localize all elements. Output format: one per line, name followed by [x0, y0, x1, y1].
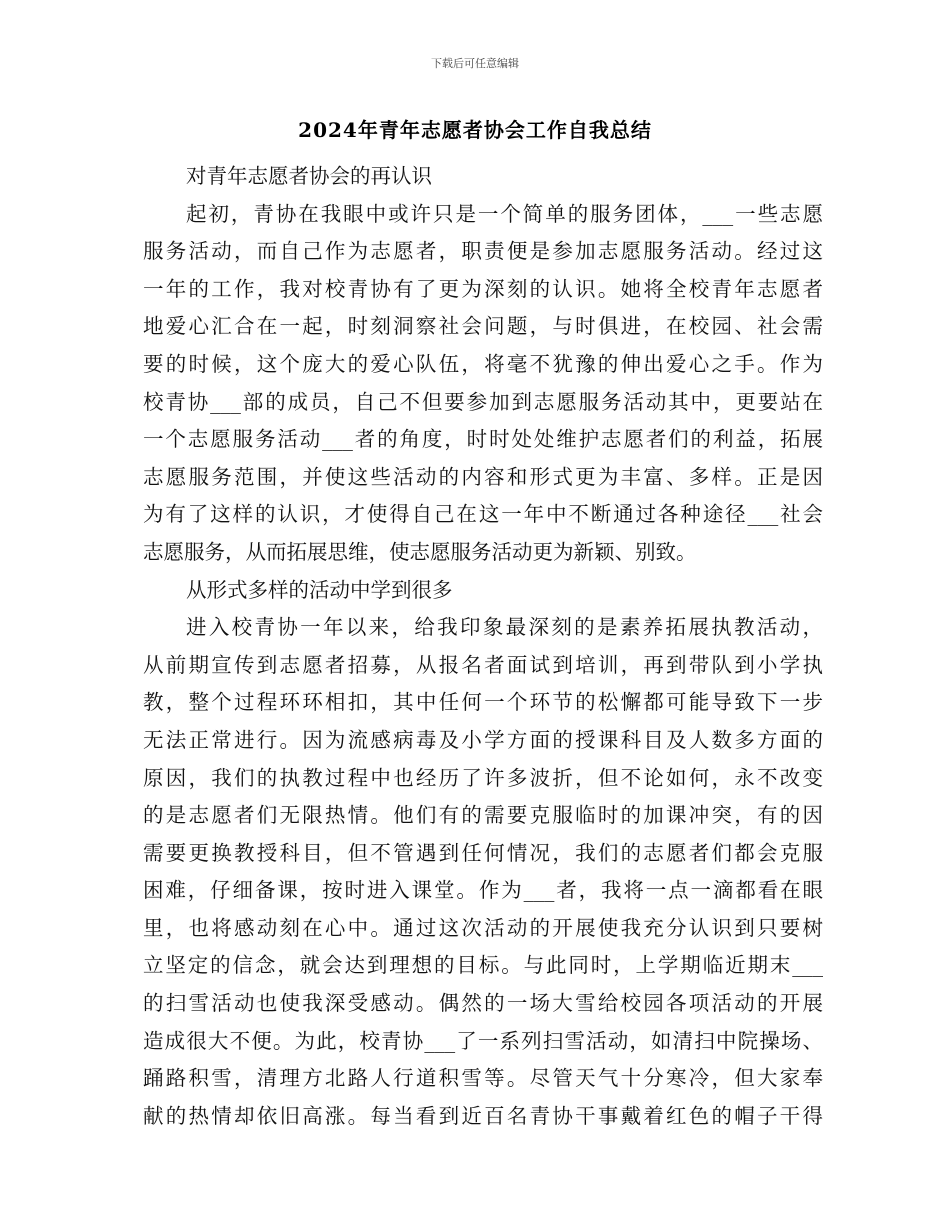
paragraph-line: 起初，青协在我眼中或许只是一个简单的服务团体，___一些志愿: [186, 201, 823, 226]
paragraph-line: 立坚定的信念，就会达到理想的目标。与此同时，上学期临近期末___: [143, 953, 823, 978]
paragraph-line: 需要更换教授科目，但不管遇到任何情况，我们的志愿者们都会克服: [143, 840, 823, 865]
paragraph-line: 要的时候，这个庞大的爱心队伍，将毫不犹豫的伸出爱心之手。作为: [143, 351, 823, 376]
paragraph-line: 从前期宣传到志愿者招募，从报名者面试到培训，再到带队到小学执: [143, 652, 823, 677]
paragraph-line: 里，也将感动刻在心中。通过这次活动的开展使我充分认识到只要树: [143, 915, 823, 940]
paragraph-line: 志愿服务范围，并使这些活动的内容和形式更为丰富、多样。正是因: [143, 464, 823, 489]
paragraph-line: 地爱心汇合在一起，时刻洞察社会问题，与时俱进，在校园、社会需: [143, 314, 823, 339]
document-title: 2024年青年志愿者协会工作自我总结: [298, 118, 652, 142]
page-header-note: 下载后可任意编辑: [431, 57, 519, 70]
paragraph-line: 的扫雪活动也使我深受感动。偶然的一场大雪给校园各项活动的开展: [143, 991, 823, 1016]
paragraph-line: 教，整个过程环环相扣，其中任何一个环节的松懈都可能导致下一步: [143, 690, 823, 715]
section-heading-activities: 从形式多样的活动中学到很多: [186, 577, 453, 602]
section-heading-reunderstanding: 对青年志愿者协会的再认识: [186, 164, 432, 188]
paragraph-line: 造成很大不便。为此，校青协___了一系列扫雪活动，如清扫中院操场、: [143, 1028, 823, 1053]
paragraph-line: 校青协___部的成员，自己不但要参加到志愿服务活动其中，更要站在: [143, 389, 823, 414]
paragraph-line: 服务活动，而自己作为志愿者，职责便是参加志愿服务活动。经过这: [143, 239, 823, 264]
document-body: [143, 158, 823, 1135]
paragraph-line: 的是志愿者们无限热情。他们有的需要克服临时的加课冲突，有的因: [143, 803, 823, 828]
paragraph-line: 原因，我们的执教过程中也经历了许多波折，但不论如何，永不改变: [143, 765, 823, 790]
paragraph-line: 一个志愿服务活动___者的角度，时时处处维护志愿者们的利益，拓展: [143, 427, 823, 452]
paragraph-line: 献的热情却依旧高涨。每当看到近百名青协干事戴着红色的帽子干得: [143, 1103, 823, 1128]
paragraph-line: 困难，仔细备课，按时进入课堂。作为___者，我将一点一滴都看在眼: [143, 878, 823, 903]
paragraph-line: 一年的工作，我对校青协有了更为深刻的认识。她将全校青年志愿者: [143, 276, 823, 301]
paragraph-line: 无法正常进行。因为流感病毒及小学方面的授课科目及人数多方面的: [143, 727, 823, 752]
paragraph-line: 踊路积雪，清理方北路人行道积雪等。尽管天气十分寒冷，但大家奉: [143, 1066, 823, 1091]
paragraph-line: 志愿服务，从而拓展思维，使志愿服务活动更为新颖、别致。: [143, 539, 697, 564]
paragraph-line: 为有了这样的认识，才使得自己在这一年中不断通过各种途径___社会: [143, 502, 823, 527]
paragraph-line: 进入校青协一年以来，给我印象最深刻的是素养拓展执教活动，: [186, 615, 823, 640]
